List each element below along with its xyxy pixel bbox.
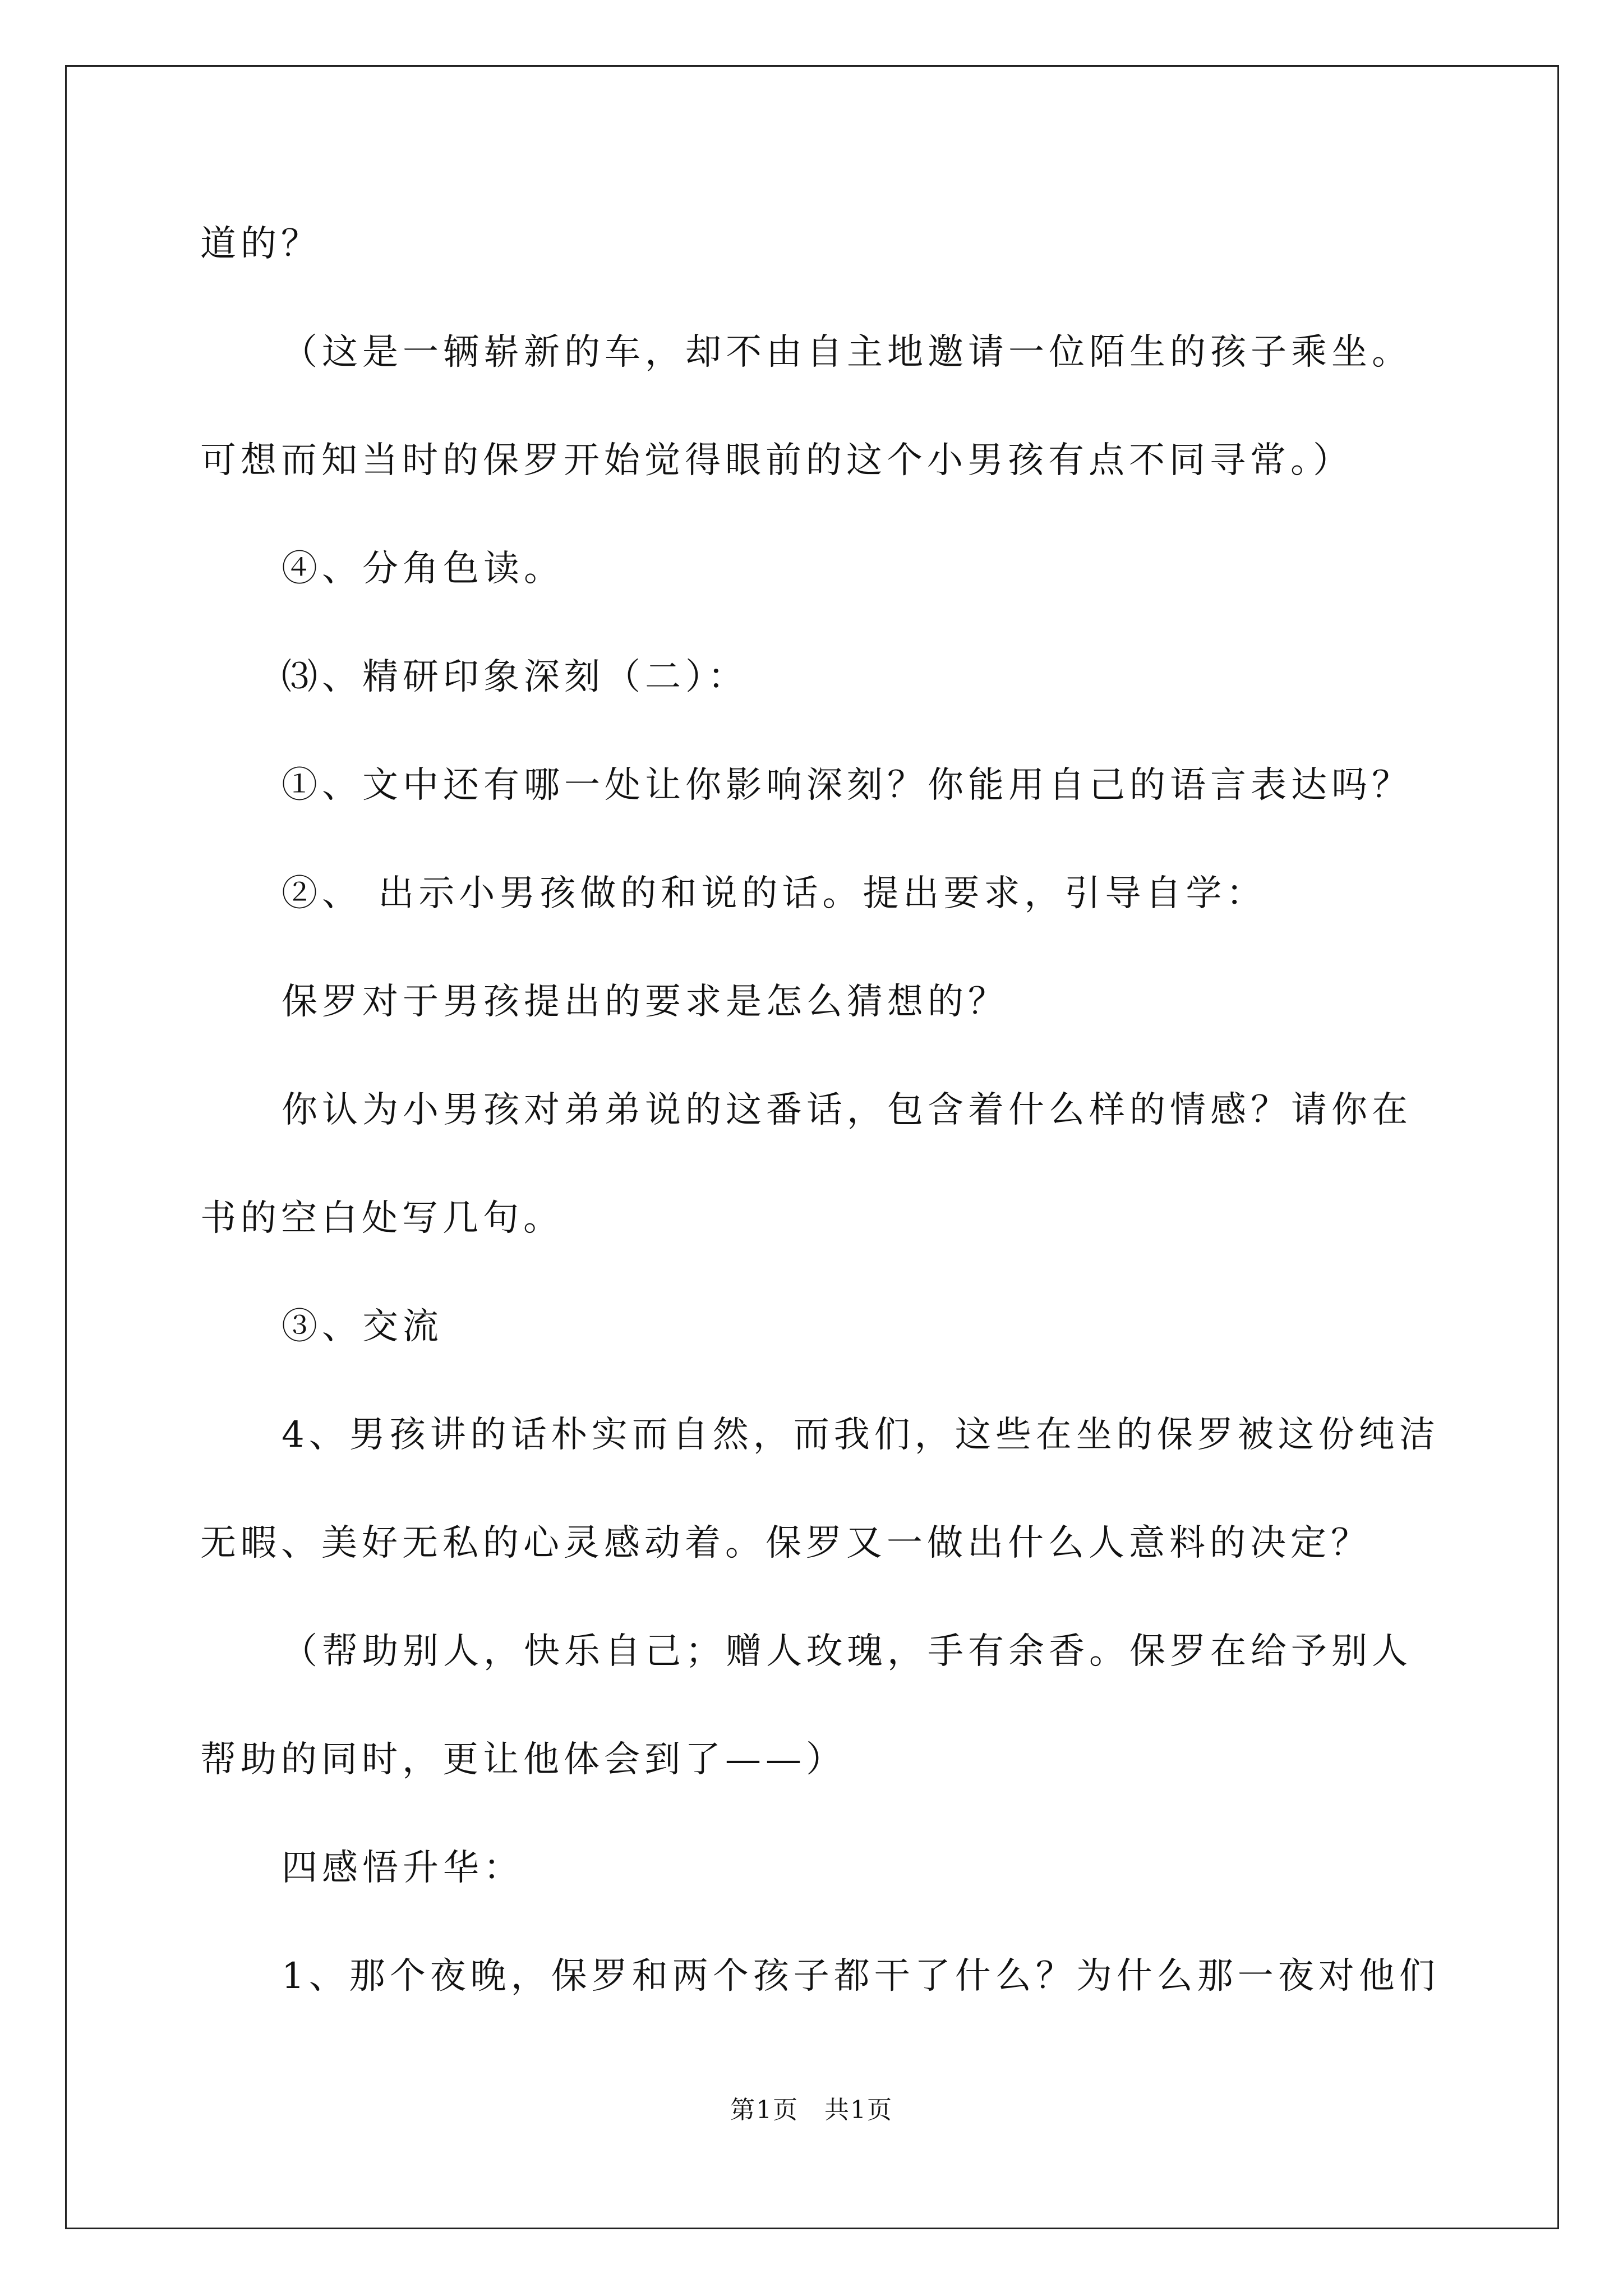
text-line: ③、交流 — [282, 1306, 443, 1347]
text-line: 书的空白处写几句。 — [200, 1198, 564, 1239]
text-line: 保罗对于男孩提出的要求是怎么猜想的？ — [282, 981, 1008, 1023]
text-line: （这是一辆崭新的车，却不由自主地邀请一位陌生的孩子乘坐。 — [282, 332, 1412, 373]
page-number-footer: 第1页 共1页 — [730, 2096, 893, 2124]
text-line: ④、分角色读。 — [282, 548, 564, 590]
text-line: 你认为小男孩对弟弟说的这番话，包含着什么样的情感？请你在 — [282, 1089, 1412, 1131]
text-line: 道的？ — [200, 223, 321, 265]
text-line: ②、 出示小男孩做的和说的话。提出要求，引导自学： — [282, 873, 1267, 914]
text-line: 1、那个夜晚，保罗和两个孩子都干了什么？为什么那一夜对他们 — [282, 1955, 1440, 1997]
text-line: 帮助的同时，更让他体会到了——） — [200, 1739, 846, 1780]
page-border — [65, 65, 1559, 2229]
text-line: ⑶、精研印象深刻（二）： — [282, 656, 748, 698]
text-line: 4、男孩讲的话朴实而自然，而我们，这些在坐的保罗被这份纯洁 — [282, 1414, 1440, 1456]
text-line: ①、文中还有哪一处让你影响深刻？你能用自己的语言表达吗？ — [282, 765, 1412, 806]
text-line: 四感悟升华： — [282, 1847, 524, 1889]
text-line: （帮助别人，快乐自己；赠人玫瑰，手有余香。保罗在给予别人 — [282, 1631, 1412, 1672]
text-line: 无暇、美好无私的心灵感动着。保罗又一做出什么人意料的决定？ — [200, 1522, 1371, 1564]
text-line: 可想而知当时的保罗开始觉得眼前的这个小男孩有点不同寻常。） — [200, 440, 1353, 481]
